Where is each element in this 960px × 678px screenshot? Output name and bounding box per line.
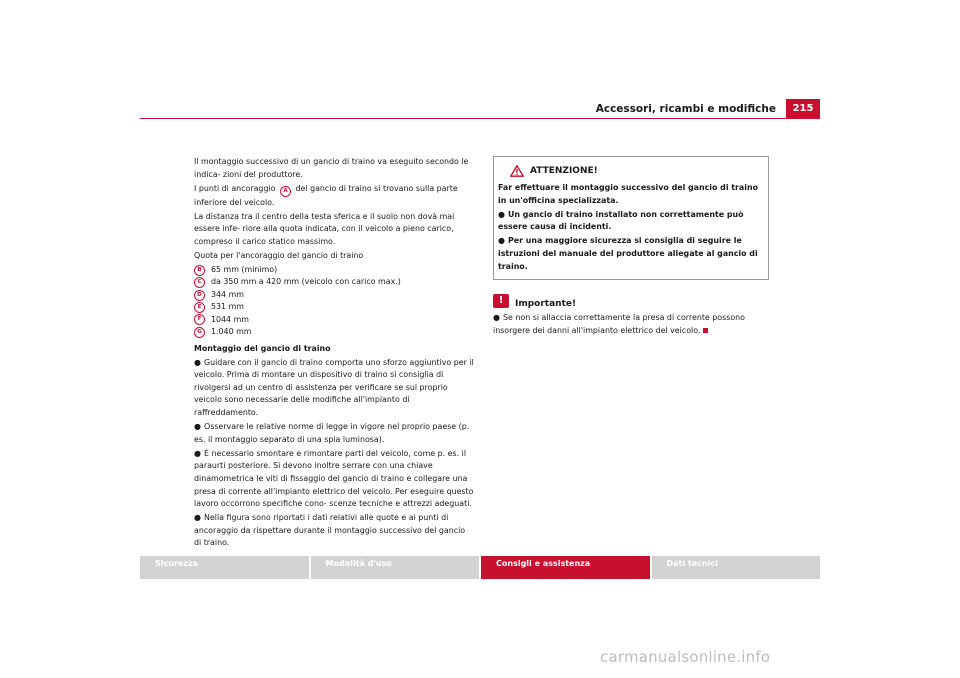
header-rule (140, 118, 820, 119)
footer-tab-consigli-assistenza[interactable]: Consigli e assistenza (481, 556, 650, 579)
measurement-item (194, 264, 474, 276)
bullet-icon: ● (194, 448, 201, 458)
measurement-badge: F (194, 314, 205, 325)
intro-paragraph-2: I punti di ancoraggio A del gancio di traino si trovano sulla parte inferiore del veicolo. (194, 183, 458, 207)
measurement-item (194, 314, 474, 326)
measurement-value: da 350 mm a 420 mm (veicolo con carico max.) (211, 277, 401, 287)
bullet-item: ● Nella figura sono riportati i dati relativi alle quote e ai punti di ancoraggio da rispettare durante il montaggio successivo del gancio di traino. (194, 513, 466, 548)
bullet-icon: ● (194, 357, 201, 367)
warning-header (510, 160, 764, 182)
measurement-value: 65 mm (minimo) (211, 265, 278, 275)
anchor-badge: A (280, 186, 291, 197)
warning-bullet: ● Per una maggiore sicurezza si consiglia di seguire le istruzioni del manuale del produttore allegate al gancio di traino. (498, 236, 758, 271)
end-marker-icon (703, 328, 708, 333)
important-header (493, 292, 769, 311)
bullet-item: ● Guidare con il gancio di traino comporta uno sforzo aggiuntivo per il veicolo. Prima di montare un dispositivo di traino si consiglia di rivolgersi ad un centro di assistenza per verificare se sul proprio veicolo sono necessarie delle modifiche all'impianto di raffreddamento. (194, 357, 474, 417)
measurement-item (194, 289, 474, 301)
bullet-item: ● Osservare le relative norme di legge in vigore nel proprio paese (p. es. il montaggio separato di una spia luminosa). (194, 422, 470, 444)
intro-paragraph-1: Il montaggio successivo di un gancio di traino va eseguito secondo le indica- zioni del produttore. (194, 157, 469, 179)
bullet-icon: ● (498, 209, 505, 219)
footer-nav (140, 556, 820, 579)
important-bullet: ● Se non si allaccia correttamente la presa di corrente possono insorgere dei danni all'impianto elettrico del veicolo. (493, 313, 746, 335)
warning-title: ATTENZIONE! (530, 165, 598, 176)
measurement-badge: E (194, 302, 205, 313)
intro-paragraph-4: Quota per l'ancoraggio del gancio di traino (194, 251, 364, 261)
important-title: Importante! (515, 298, 577, 309)
bullet-icon: ● (194, 422, 201, 432)
measurement-value: 1044 mm (211, 314, 249, 324)
bullet-icon: ● (498, 236, 505, 246)
measurement-badge: D (194, 290, 205, 301)
chapter-title: Accessori, ricambi e modifiche (595, 103, 776, 115)
intro-paragraph-3: La distanza tra il centro della testa sferica e il suolo non dovà mai essere infe- riore alla quota indicata, con il veicolo a pieno carico, compreso il carico statico massimo. (194, 211, 455, 246)
measurement-item (194, 301, 474, 313)
warning-box (493, 156, 769, 280)
bullet-icon: ● (194, 513, 201, 523)
important-icon: ! (493, 294, 509, 308)
measurement-value: 1.040 mm (211, 327, 252, 337)
footer-tab-modalita-uso[interactable]: Modalità d'uso (311, 556, 480, 579)
warning-bullet: ● Un gancio di traino installato non correttamente può essere causa di incidenti. (498, 209, 744, 232)
measurement-badge: G (194, 327, 205, 338)
bullet-item: ● È necessario smontare e rimontare parti del veicolo, come p. es. il paraurti posteriore. Si devono inoltre serrare con una chiave dinamometrica le viti di fissaggio del gancio di traino e collegare una presa di corrente all'impianto elettrico del veicolo. Per eseguire questo lavoro occorrono specifiche cono- scenze tecniche e attrezzi adeguati. (194, 448, 474, 509)
measurement-item (194, 326, 474, 338)
measurement-value: 344 mm (211, 289, 244, 299)
measurement-badge: C (194, 277, 205, 288)
left-column (194, 156, 474, 552)
section-title: Montaggio del gancio di traino (194, 343, 331, 353)
footer-tab-sicurezza[interactable]: Sicurezza (140, 556, 309, 579)
bullet-icon: ● (493, 313, 500, 323)
measurement-value: 531 mm (211, 302, 244, 312)
measurement-item (194, 277, 474, 289)
watermark: carmanualsonline.info (600, 648, 771, 666)
warning-lead: Far effettuare il montaggio successivo del gancio di traino in un'officina specializzata. (498, 183, 758, 205)
measurement-list (194, 264, 474, 338)
right-column (493, 156, 769, 337)
warning-triangle-icon (510, 165, 524, 177)
footer-tab-dati-tecnici[interactable]: Dati tecnici (652, 556, 821, 579)
page-number: 215 (786, 99, 820, 118)
measurement-badge: B (194, 265, 205, 276)
page-header (140, 99, 820, 119)
